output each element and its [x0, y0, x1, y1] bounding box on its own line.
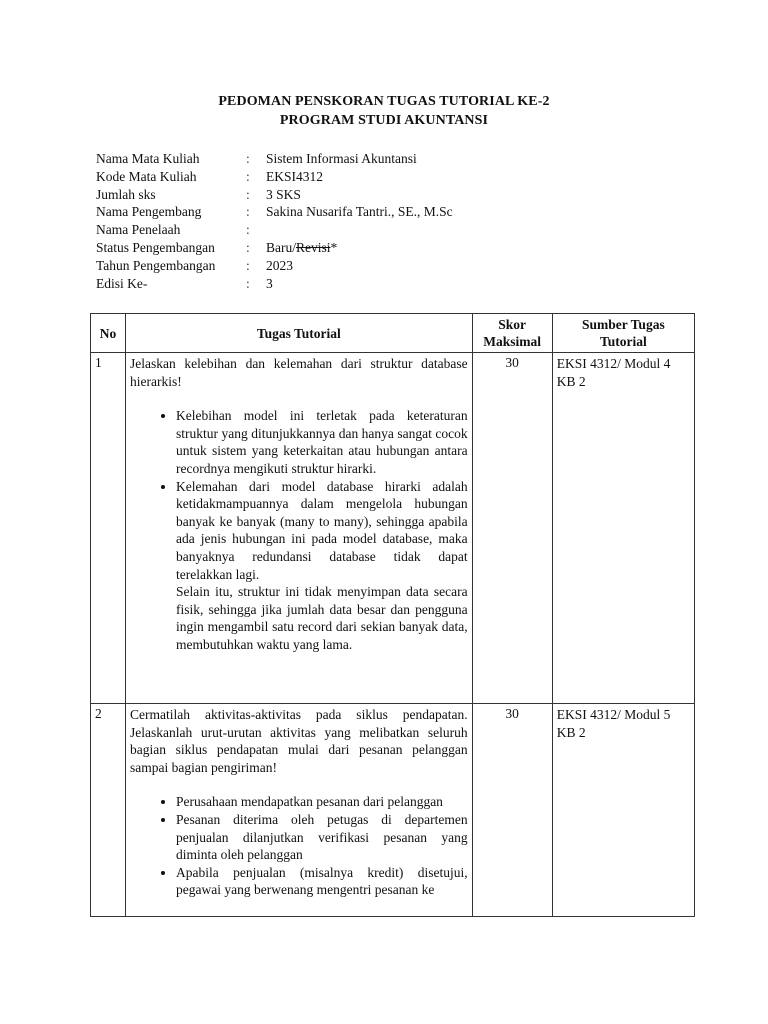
meta-label: Kode Mata Kuliah	[96, 168, 197, 184]
answer-item-continuation: Selain itu, struktur ini tidak menyimpan data secara fisik, sehingga jika jumlah data besar dan pengguna ingin mengambil satu record dari sekian banyak data, membutuhkan waktu yang lama.	[176, 584, 468, 652]
row-number: 2	[91, 704, 126, 917]
answer-list	[130, 793, 468, 899]
meta-label: Nama Pengembang	[96, 204, 202, 220]
meta-colon: :	[246, 275, 250, 291]
document-subtitle: PROGRAM STUDI AKUNTANSI	[279, 113, 489, 128]
meta-value: EKSI4312	[266, 168, 323, 184]
meta-row	[96, 186, 453, 204]
meta-label: Status Pengembangan	[96, 239, 215, 255]
answer-item: • Kelebihan model ini terletak pada keteraturan struktur yang ditunjukkannya dan hanya sangat cocok untuk sistem yang keterkaitan atau hubungan antara recordnya mengikuti struktur hirarki.	[176, 407, 468, 477]
meta-colon: :	[246, 186, 250, 202]
score-cell: 30	[472, 353, 552, 704]
document-title: PEDOMAN PENSKORAN TUGAS TUTORIAL KE-2	[218, 94, 550, 109]
task-cell	[126, 704, 473, 917]
meta-value-status	[266, 239, 337, 257]
meta-value: 3	[266, 275, 273, 291]
answer-item: • Apabila penjualan (misalnya kredit) disetujui, pegawai yang berwenang mengentri pesanan ke	[176, 864, 468, 899]
meta-row	[96, 203, 453, 221]
task-question: Jelaskan kelebihan dan kelemahan dari struktur database hierarkis!	[130, 356, 468, 389]
task-cell	[126, 353, 473, 704]
meta-row	[96, 168, 453, 186]
meta-value: 3 SKS	[266, 186, 301, 202]
meta-colon: :	[246, 151, 250, 166]
course-info	[96, 150, 453, 292]
meta-colon: :	[246, 257, 250, 273]
meta-colon: :	[246, 168, 250, 184]
header-score-line1: Skor	[498, 317, 527, 332]
table-row	[91, 704, 695, 917]
meta-row	[96, 275, 453, 293]
answer-list	[130, 407, 468, 653]
source-cell: EKSI 4312/ Modul 4 KB 2	[552, 353, 694, 704]
answer-item: • Perusahaan mendapatkan pesanan dari pelanggan	[176, 793, 468, 811]
meta-row	[96, 257, 453, 275]
header-score-line2: Maksimal	[483, 334, 542, 349]
meta-label: Nama Mata Kuliah	[96, 151, 200, 166]
meta-label: Jumlah sks	[96, 186, 156, 202]
meta-value: 2023	[266, 257, 293, 273]
meta-label: Nama Penelaah	[96, 222, 181, 238]
row-number: 1	[91, 353, 126, 704]
header-task: Tugas Tutorial	[126, 314, 473, 353]
meta-colon: :	[246, 204, 250, 220]
scoring-table	[90, 313, 695, 917]
meta-colon: :	[246, 222, 250, 238]
task-question: Cermatilah aktivitas-aktivitas pada siklus pendapatan. Jelaskanlah urut-urutan aktivitas yang melibatkan seluruh bagian siklus pendapatan mulai dari pesanan pelanggan sampai bagian pengiriman!	[130, 707, 468, 775]
meta-label: Edisi Ke-	[96, 275, 148, 291]
score-cell: 30	[472, 704, 552, 917]
header-source	[552, 314, 694, 353]
meta-value: Sistem Informasi Akuntansi	[266, 151, 417, 166]
header-source-line1: Sumber Tugas	[582, 317, 665, 332]
header-source-line2: Tutorial	[599, 334, 647, 349]
table-header-row	[91, 314, 695, 353]
meta-row	[96, 221, 453, 239]
answer-item	[176, 478, 468, 654]
meta-row	[96, 150, 453, 168]
answer-item: • Pesanan diterima oleh petugas di departemen penjualan dilanjutkan verifikasi pesanan yang diminta oleh pelanggan	[176, 811, 468, 864]
status-asterisk: *	[330, 239, 338, 255]
meta-colon: :	[246, 239, 250, 255]
source-cell: EKSI 4312/ Modul 5 KB 2	[552, 704, 694, 917]
status-baru: Baru/	[266, 239, 296, 255]
header-score	[472, 314, 552, 353]
status-revisi-struck: Revisi	[296, 239, 331, 255]
meta-label: Tahun Pengembangan	[96, 257, 216, 273]
table-row	[91, 353, 695, 704]
answer-item-text: Kelemahan dari model database hirarki adalah ketidakmampuannya dalam mengelola hubungan banyak ke banyak (many to many), sehingga apabila ada jenis hubungan ini pada model database, maka banyaknya redundansi database tidak dapat terelakkan lagi.	[176, 478, 468, 582]
meta-row	[96, 239, 453, 257]
meta-value: Sakina Nusarifa Tantri., SE., M.Sc	[266, 204, 453, 220]
header-no: No	[91, 314, 126, 353]
